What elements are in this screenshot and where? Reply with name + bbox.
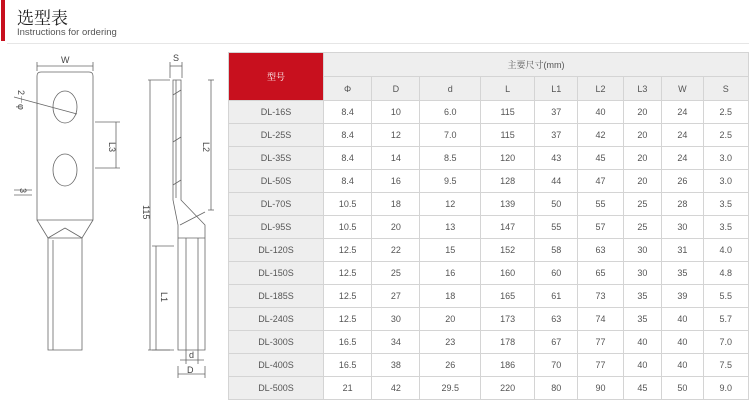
model-cell: DL-25S (229, 124, 324, 147)
dim-d-small-label: d (189, 350, 195, 360)
table-cell: 12.5 (323, 285, 371, 308)
table-cell: 2.5 (703, 124, 748, 147)
table-cell: 147 (481, 216, 535, 239)
table-cell: 63 (578, 239, 623, 262)
table-cell: 12.5 (323, 262, 371, 285)
table-cell: 173 (481, 308, 535, 331)
table-cell: 40 (662, 354, 703, 377)
table-row (229, 377, 749, 400)
table-cell: 30 (372, 308, 420, 331)
table-cell: 8.5 (420, 147, 481, 170)
table-cell: 20 (623, 170, 662, 193)
table-cell: 44 (535, 170, 578, 193)
table-cell: 55 (535, 216, 578, 239)
table-cell: 29.5 (420, 377, 481, 400)
table-row (229, 101, 749, 124)
table-cell: 70 (535, 354, 578, 377)
model-cell: DL-400S (229, 354, 324, 377)
table-cell: 7.0 (420, 124, 481, 147)
table-cell: 37 (535, 101, 578, 124)
table-row (229, 285, 749, 308)
column-header: L1 (535, 77, 578, 101)
column-header: d (420, 77, 481, 101)
table-cell: 20 (372, 216, 420, 239)
table-cell: 186 (481, 354, 535, 377)
model-cell: DL-300S (229, 331, 324, 354)
table-cell: 139 (481, 193, 535, 216)
table-cell: 4.8 (703, 262, 748, 285)
section-header (0, 0, 749, 44)
table-cell: 50 (662, 377, 703, 400)
table-cell: 6.0 (420, 101, 481, 124)
table-cell: 128 (481, 170, 535, 193)
table-cell: 38 (372, 354, 420, 377)
table-cell: 40 (578, 101, 623, 124)
dim-3-label: 3 (18, 188, 28, 194)
column-header: L3 (623, 77, 662, 101)
column-header: S (703, 77, 748, 101)
table-cell: 77 (578, 354, 623, 377)
table-cell: 165 (481, 285, 535, 308)
table-cell: 35 (623, 308, 662, 331)
table-cell: 39 (662, 285, 703, 308)
table-cell: 3.0 (703, 170, 748, 193)
table-cell: 90 (578, 377, 623, 400)
table-cell: 30 (623, 262, 662, 285)
spec-table (228, 52, 749, 400)
table-cell: 12 (420, 193, 481, 216)
table-cell: 3.5 (703, 216, 748, 239)
table-cell: 35 (662, 262, 703, 285)
table-cell: 40 (662, 331, 703, 354)
table-cell: 115 (481, 101, 535, 124)
table-cell: 57 (578, 216, 623, 239)
table-cell: 34 (372, 331, 420, 354)
table-cell: 16 (420, 262, 481, 285)
table-cell: 16.5 (323, 331, 371, 354)
column-header: W (662, 77, 703, 101)
table-cell: 50 (535, 193, 578, 216)
table-cell: 73 (578, 285, 623, 308)
table-cell: 4.0 (703, 239, 748, 262)
table-cell: 20 (420, 308, 481, 331)
table-cell: 30 (623, 239, 662, 262)
table-cell: 58 (535, 239, 578, 262)
dim-s-label: S (173, 53, 180, 63)
table-cell: 25 (372, 262, 420, 285)
table-cell: 67 (535, 331, 578, 354)
table-cell: 25 (623, 193, 662, 216)
column-header: D (372, 77, 420, 101)
column-header: Φ (323, 77, 371, 101)
table-cell: 40 (623, 354, 662, 377)
table-cell: 8.4 (323, 124, 371, 147)
table-cell: 23 (420, 331, 481, 354)
table-cell: 61 (535, 285, 578, 308)
table-cell: 45 (578, 147, 623, 170)
table-cell: 18 (372, 193, 420, 216)
table-cell: 18 (420, 285, 481, 308)
table-cell: 14 (372, 147, 420, 170)
table-cell: 220 (481, 377, 535, 400)
model-cell: DL-185S (229, 285, 324, 308)
column-header: L (481, 77, 535, 101)
table-cell: 12 (372, 124, 420, 147)
table-cell: 8.4 (323, 101, 371, 124)
table-cell: 160 (481, 262, 535, 285)
table-cell: 10.5 (323, 216, 371, 239)
table-cell: 152 (481, 239, 535, 262)
table-cell: 7.0 (703, 331, 748, 354)
dim-hole-label: 2－φ (16, 90, 26, 110)
lug-technical-drawing (0, 50, 228, 404)
table-row (229, 147, 749, 170)
table-cell: 3.0 (703, 147, 748, 170)
table-cell: 43 (535, 147, 578, 170)
page-title: 选型表 (17, 9, 68, 28)
model-cell: DL-150S (229, 262, 324, 285)
table-cell: 178 (481, 331, 535, 354)
table-cell: 5.7 (703, 308, 748, 331)
table-cell: 20 (623, 124, 662, 147)
table-body (229, 101, 749, 400)
table-cell: 27 (372, 285, 420, 308)
table-row (229, 331, 749, 354)
model-cell: DL-120S (229, 239, 324, 262)
table-cell: 12.5 (323, 239, 371, 262)
table-cell: 24 (662, 101, 703, 124)
table-cell: 16.5 (323, 354, 371, 377)
front-view (14, 62, 120, 350)
page-subtitle: Instructions for ordering (17, 27, 117, 38)
table-cell: 7.5 (703, 354, 748, 377)
table-cell: 77 (578, 331, 623, 354)
table-cell: 115 (481, 124, 535, 147)
model-cell: DL-35S (229, 147, 324, 170)
table-cell: 13 (420, 216, 481, 239)
table-cell: 3.5 (703, 193, 748, 216)
table-cell: 8.4 (323, 170, 371, 193)
table-cell: 42 (372, 377, 420, 400)
model-cell: DL-16S (229, 101, 324, 124)
dim-w-label: W (61, 55, 70, 65)
dim-l2-label: L2 (201, 142, 211, 153)
table-cell: 21 (323, 377, 371, 400)
header-divider (7, 43, 749, 44)
model-cell: DL-95S (229, 216, 324, 239)
table-row (229, 239, 749, 262)
table-cell: 20 (623, 101, 662, 124)
table-cell: 8.4 (323, 147, 371, 170)
dim-l3-label: L3 (107, 142, 117, 153)
table-cell: 28 (662, 193, 703, 216)
side-view (148, 62, 214, 378)
table-cell: 40 (662, 308, 703, 331)
table-cell: 25 (623, 216, 662, 239)
table-cell: 26 (662, 170, 703, 193)
dimensions-group-header: 主要尺寸(mm) (323, 53, 748, 77)
table-cell: 10 (372, 101, 420, 124)
table-cell: 47 (578, 170, 623, 193)
table-cell: 40 (623, 331, 662, 354)
dim-d-big-label: D (187, 365, 194, 375)
table-cell: 24 (662, 124, 703, 147)
table-cell: 16 (372, 170, 420, 193)
column-header: L2 (578, 77, 623, 101)
table-cell: 65 (578, 262, 623, 285)
table-cell: 10.5 (323, 193, 371, 216)
table-cell: 63 (535, 308, 578, 331)
table-row (229, 170, 749, 193)
model-cell: DL-240S (229, 308, 324, 331)
table-cell: 20 (623, 147, 662, 170)
table-cell: 55 (578, 193, 623, 216)
table-row (229, 193, 749, 216)
table-row (229, 216, 749, 239)
table-cell: 31 (662, 239, 703, 262)
accent-bar (1, 0, 5, 41)
table-cell: 80 (535, 377, 578, 400)
table-cell: 37 (535, 124, 578, 147)
table-cell: 12.5 (323, 308, 371, 331)
table-cell: 60 (535, 262, 578, 285)
table-row (229, 262, 749, 285)
table-cell: 45 (623, 377, 662, 400)
table-cell: 42 (578, 124, 623, 147)
model-cell: DL-70S (229, 193, 324, 216)
table-row (229, 308, 749, 331)
table-cell: 2.5 (703, 101, 748, 124)
table-cell: 22 (372, 239, 420, 262)
model-cell: DL-50S (229, 170, 324, 193)
table-cell: 120 (481, 147, 535, 170)
table-cell: 24 (662, 147, 703, 170)
table-cell: 15 (420, 239, 481, 262)
dim-total-label: 115 (141, 205, 151, 220)
table-cell: 26 (420, 354, 481, 377)
dim-l1-label: L1 (159, 292, 169, 303)
table-row (229, 124, 749, 147)
table-cell: 5.5 (703, 285, 748, 308)
table-row (229, 354, 749, 377)
model-header: 型号 (229, 53, 324, 101)
table-cell: 9.0 (703, 377, 748, 400)
table-cell: 30 (662, 216, 703, 239)
table-cell: 35 (623, 285, 662, 308)
model-cell: DL-500S (229, 377, 324, 400)
table-cell: 74 (578, 308, 623, 331)
table-cell: 9.5 (420, 170, 481, 193)
